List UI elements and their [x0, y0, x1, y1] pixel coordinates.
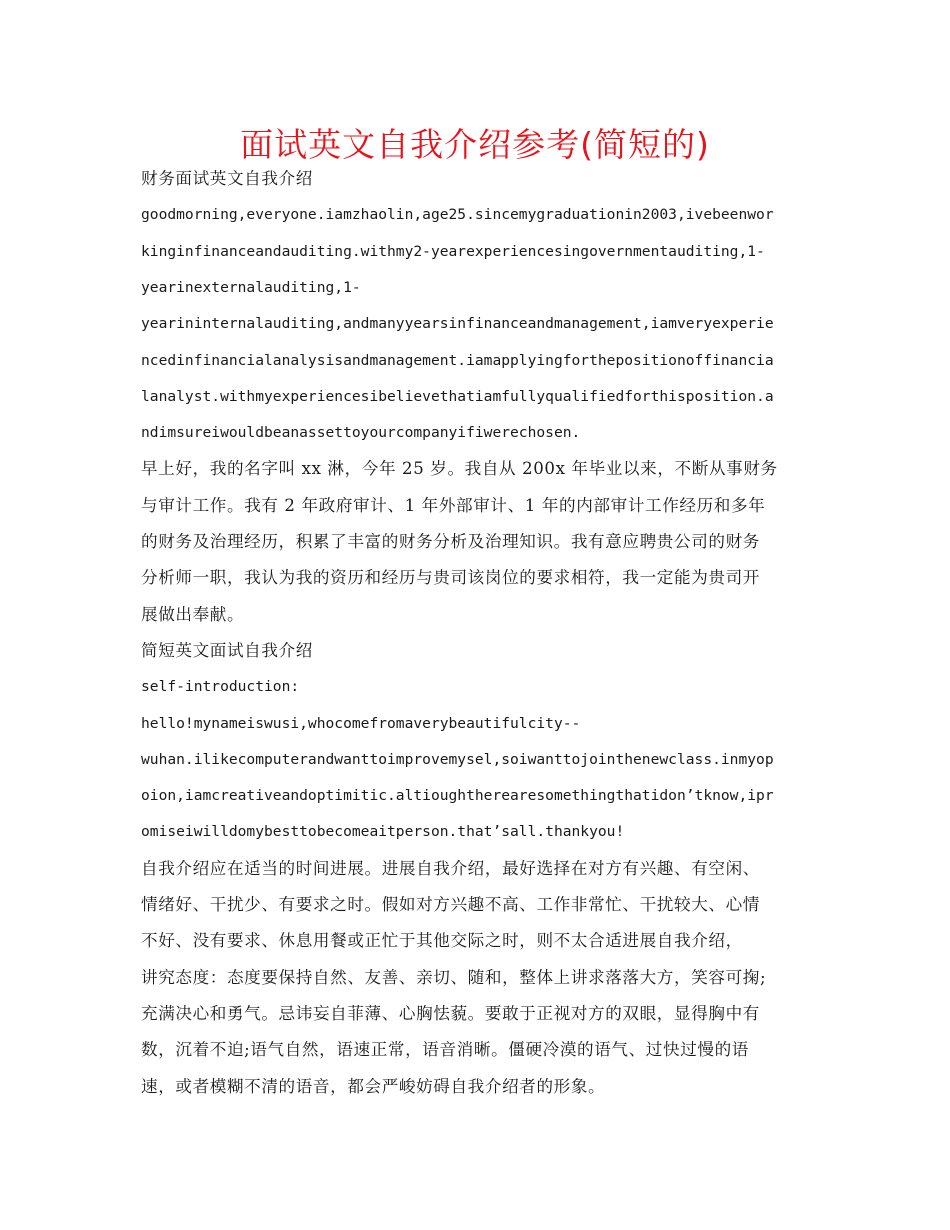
text-line: 不好、没有要求、休息用餐或正忙于其他交际之时，则不太合适进展自我介绍，	[141, 931, 743, 951]
text-line: wuhan.ilikecomputerandwanttoimprovemysel,soiwanttojointhenewclass.inmyop	[141, 750, 774, 768]
text-line: omiseiwilldomybesttobecomeaitperson.that’sall.thankyou!	[141, 823, 625, 841]
text-line: lanalyst.withmyexperiencesibelievethatiamfullyqualifiedforthisposition.a	[141, 387, 774, 405]
text-line: ndimsureiwouldbeanassettoyourcompanyifiwerechosen.	[141, 424, 581, 442]
text-line: 数，沉着不迫;语气自然，语速正常，语音消晰。僵硬冷漠的语气、过快过慢的语	[141, 1040, 749, 1060]
text-line: yearininternalauditing,andmanyyearsinfinanceandmanagement,iamveryexperie	[141, 315, 774, 333]
text-line: 早上好，我的名字叫 xx 淋，今年 25 岁。我自从 200x 年毕业以来，不断从事财务	[141, 459, 778, 479]
text-line: 与审计工作。我有 2 年政府审计、1 年外部审计、1 年的内部审计工作经历和多年	[141, 495, 766, 515]
text-line: oion,iamcreativeandoptimitic.altioughtherearesomethingthatidon’tknow,ipr	[141, 787, 774, 805]
text-line: 讲究态度：态度要保持自然、友善、亲切、随和，整体上讲求落落大方，笑容可掬;	[141, 967, 767, 987]
text-line: 速，或者模糊不清的语音，都会严峻妨碍自我介绍者的形象。	[141, 1076, 606, 1096]
text-line: hello!mynameiswusi,whocomefromaverybeautifulcity--	[141, 714, 581, 732]
text-line: 简短英文面试自我介绍	[141, 640, 313, 660]
text-line: yearinexternalauditing,1-	[141, 278, 361, 296]
text-line: 自我介绍应在适当的时间进展。进展自我介绍，最好选择在对方有兴趣、有空闲、	[141, 858, 760, 878]
text-line: goodmorning,everyone.iamzhaolin,age25.sincemygraduationin2003,ivebeenwor	[141, 206, 774, 224]
text-line: 情绪好、干扰少、有要求之时。假如对方兴趣不高、工作非常忙、干扰较大、心情	[141, 895, 760, 914]
text-line: 充满决心和勇气。忌讳妄自菲薄、心胸怯藐。要敢于正视对方的双眼，显得胸中有	[141, 1003, 760, 1023]
document-title: 面试英文自我介绍参考(简短的)	[240, 125, 710, 164]
text-line: self-introduction:	[141, 678, 300, 696]
text-line: ncedinfinancialanalysisandmanagement.iamapplyingforthepositionoffinancia	[141, 351, 774, 369]
text-line: 分析师一职，我认为我的资历和经历与贵司该岗位的要求相符，我一定能为贵司开	[141, 568, 760, 588]
text-line: 的财务及治理经历，积累了丰富的财务分析及治理知识。我有意应聘贵公司的财务	[141, 532, 760, 551]
text-line: kinginfinanceandauditing.withmy2-yearexperiencesingovernmentauditing,1-	[141, 242, 765, 260]
text-line: 展做出奉献。	[141, 604, 245, 624]
text-line: 财务面试英文自我介绍	[141, 169, 313, 188]
